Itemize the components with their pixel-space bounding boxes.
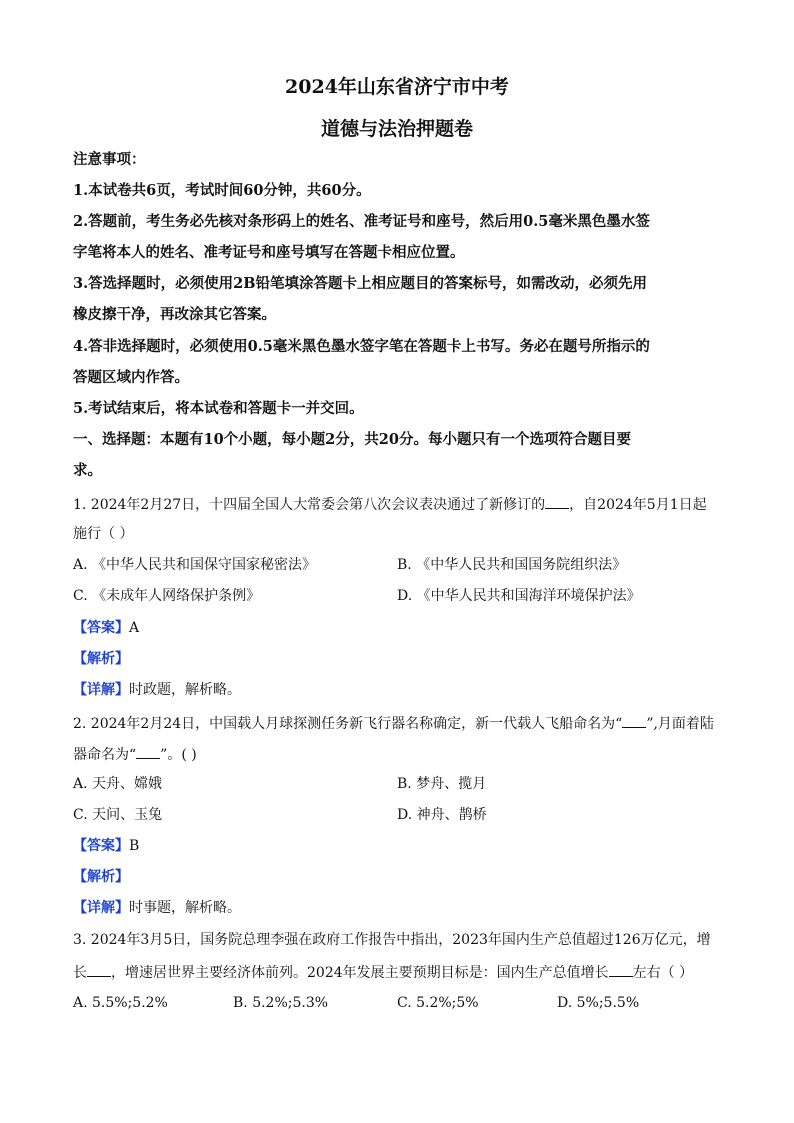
answer-blank: [87, 964, 111, 977]
notice-heading: 注意事项：: [73, 151, 146, 168]
question-1-stem: 1. 2024年2月27日，十四届全国人大常委会第八次会议表决通过了新修订的 ，自2024年5月1日起: [73, 497, 707, 513]
question-2-option-b: B. 梦舟、揽月: [397, 776, 487, 792]
question-1-detail: 【详解】时政题，解析略。: [73, 682, 241, 698]
section-heading: 一、选择题：本题有10个小题，每小题2分，共20分。每小题只有一个选项符合题目要: [73, 431, 631, 448]
answer-blank: [622, 715, 646, 728]
answer-blank: [545, 496, 569, 509]
notice-item: 字笔将本人的姓名、准考证号和座号填写在答题卡相应位置。: [73, 244, 465, 261]
page-title: 2024年山东省济宁市中考: [285, 76, 509, 98]
question-2-stem-cont: 器命名为“ ”。( ): [73, 747, 197, 763]
question-1-option-c: C. 《未成年人网络保护条例》: [73, 588, 261, 604]
notice-item: 2.答题前，考生务必先核对条形码上的姓名、准考证号和座号，然后用0.5毫米黑色墨水签: [73, 213, 650, 230]
question-1-option-d: D. 《中华人民共和国海洋环境保护法》: [397, 588, 641, 604]
answer-blank: [136, 746, 160, 759]
question-1-stem-cont: 施行（ ）: [73, 526, 134, 542]
question-3-option-c: C. 5.2%;5%: [397, 995, 479, 1011]
question-2-stem: 2. 2024年2月24日，中国载人月球探测任务新飞行器名称确定，新一代载人飞船命名为“ ”,月面着陆: [73, 716, 714, 732]
question-2-detail: 【详解】时事题，解析略。: [73, 900, 241, 916]
question-2-option-d: D. 神舟、鹊桥: [397, 807, 487, 823]
page-subtitle: 道德与法治押题卷: [320, 118, 473, 140]
question-3-option-a: A. 5.5%;5.2%: [73, 995, 168, 1011]
notice-item: 1.本试卷共6页，考试时间60分钟，共60分。: [73, 182, 371, 199]
question-1-option-a: A. 《中华人民共和国保守国家秘密法》: [73, 557, 317, 573]
question-2-analysis: 【解析】: [73, 869, 129, 885]
answer-blank: [609, 964, 633, 977]
notice-item: 5.考试结束后，将本试卷和答题卡一并交回。: [73, 400, 364, 417]
question-3-stem-cont: 长 ，增速居世界主要经济体前列。2024年发展主要预期目标是：国内生产总值增长 左右（ ）: [73, 965, 694, 981]
question-1-analysis: 【解析】: [73, 651, 129, 667]
notice-item: 3.答选择题时，必须使用2B铅笔填涂答题卡上相应题目的答案标号，如需改动，必须先用: [73, 275, 647, 292]
question-1-option-b: B. 《中华人民共和国国务院组织法》: [397, 557, 627, 573]
question-2-option-a: A. 天舟、嫦娥: [73, 776, 163, 792]
notice-item: 橡皮擦干净，再改涂其它答案。: [73, 306, 276, 323]
question-3-option-d: D. 5%;5.5%: [557, 995, 640, 1011]
question-2-answer: 【答案】B: [73, 838, 140, 854]
question-1-answer: 【答案】A: [73, 620, 140, 636]
section-heading-cont: 求。: [73, 462, 102, 479]
question-2-option-c: C. 天问、玉兔: [73, 807, 163, 823]
notice-item: 答题区域内作答。: [73, 369, 189, 386]
question-3-option-b: B. 5.2%;5.3%: [233, 995, 329, 1011]
question-3-stem: 3. 2024年3月5日，国务院总理李强在政府工作报告中指出，2023年国内生产总值超过126万亿元，增: [73, 932, 711, 948]
notice-item: 4.答非选择题时，必须使用0.5毫米黑色墨水签字笔在答题卡上书写。务必在题号所指示的: [73, 338, 650, 355]
